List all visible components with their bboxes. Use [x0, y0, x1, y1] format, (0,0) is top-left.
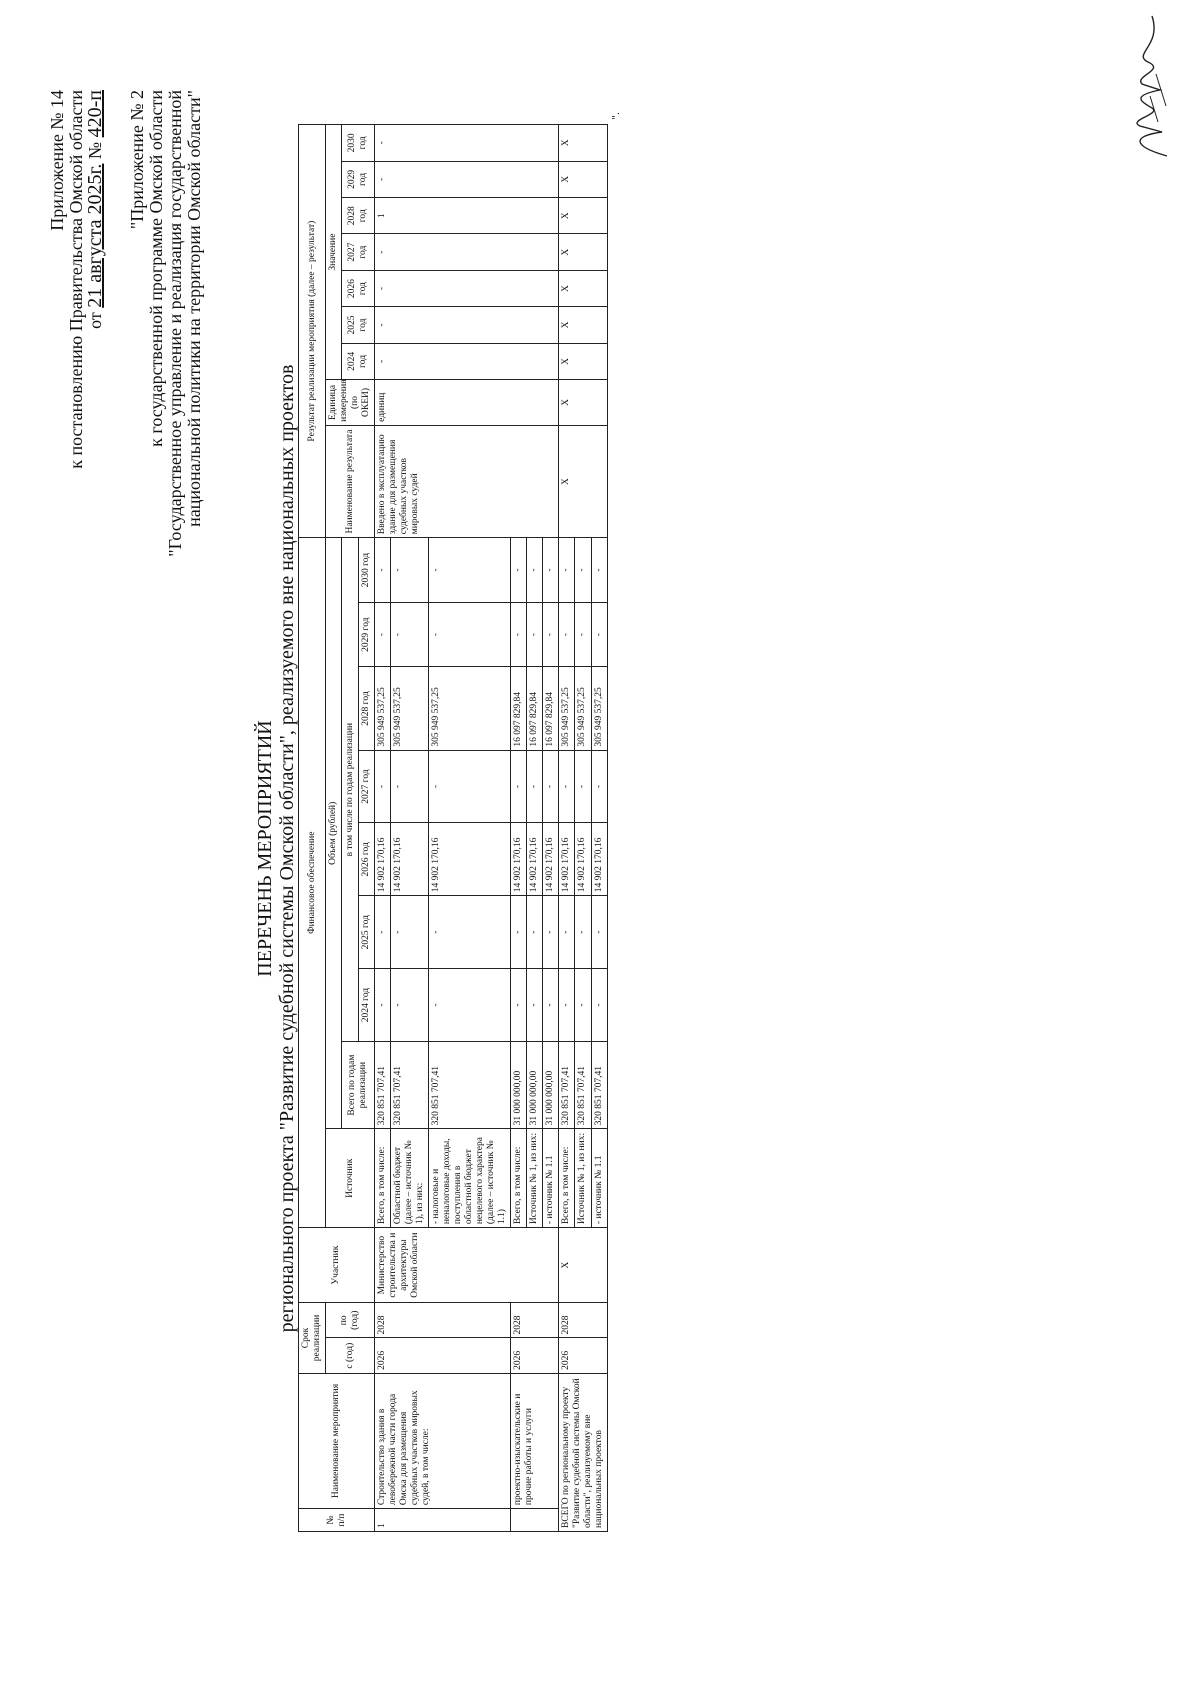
appendix2-program-name-1: "Государственное управление и реализация государственной: [165, 90, 185, 557]
fin-value: -: [391, 538, 429, 603]
fin-value: -: [543, 896, 559, 969]
header-term-from: с (год): [326, 1338, 375, 1373]
row-num: [511, 1509, 559, 1532]
fin-value: -: [429, 750, 511, 823]
fin-value: -: [429, 538, 511, 603]
fin-value: -: [527, 969, 543, 1042]
result-name: Х: [559, 425, 608, 537]
term-from: 2026: [559, 1338, 608, 1373]
term-to: 2028: [511, 1303, 559, 1338]
result-value: Х: [559, 270, 608, 306]
fin-value: -: [559, 896, 575, 969]
header-term: Срок реализации: [299, 1303, 326, 1374]
measure-name: проектно-изыскательские и прочие работы и услуги: [511, 1373, 559, 1508]
header-fin-year: 2026 год: [359, 823, 375, 896]
fin-total: 320 851 707,41: [391, 1041, 429, 1128]
fin-value: 14 902 170,16: [511, 823, 527, 896]
header-result-year: 2027 год: [342, 234, 375, 270]
header-participant: Участник: [299, 1228, 375, 1303]
fin-value: -: [575, 969, 591, 1042]
header-num: № п/п: [299, 1509, 375, 1532]
measures-table: [298, 124, 608, 1532]
fin-value: -: [391, 896, 429, 969]
header-unit: Единица измерения (по ОКЕИ): [326, 380, 375, 426]
result-value: Х: [559, 198, 608, 234]
header-volume: Объем (рублей): [326, 538, 342, 1129]
term-from: 2026: [511, 1338, 559, 1373]
handwritten-signature: [1122, 6, 1182, 166]
header-fin-year: 2024 год: [359, 969, 375, 1042]
fin-source: Областной бюджет (далее – источник № 1), из них:: [391, 1129, 429, 1228]
result-value: -: [375, 343, 559, 379]
header-result-name: Наименование результата: [326, 425, 375, 537]
fin-value: -: [559, 969, 575, 1042]
fin-total: 320 851 707,41: [375, 1041, 391, 1128]
fin-value: -: [543, 538, 559, 603]
header-name: Наименование мероприятия: [299, 1373, 375, 1508]
fin-value: 16 097 829,84: [527, 667, 543, 750]
fin-value: 14 902 170,16: [559, 823, 575, 896]
header-fin-year: 2027 год: [359, 750, 375, 823]
term-from: 2026: [375, 1338, 511, 1373]
result-unit: Х: [559, 380, 608, 426]
fin-value: -: [511, 750, 527, 823]
fin-value: -: [575, 602, 591, 667]
participant: Х: [559, 1228, 608, 1303]
appendix-resolution-block: [48, 90, 105, 469]
fin-value: -: [591, 896, 607, 969]
result-value: -: [375, 270, 559, 306]
fin-value: 305 949 537,25: [575, 667, 591, 750]
appendix-reference: к постановлению Правительства Омской области: [66, 90, 86, 469]
result-value: -: [375, 125, 559, 162]
closing-quote: ".: [611, 112, 622, 120]
appendix-date: 21 августа 2025г.: [84, 163, 106, 308]
result-value: 1: [375, 198, 559, 234]
fin-value: -: [375, 602, 391, 667]
result-unit: единиц: [375, 380, 559, 426]
fin-value: -: [391, 602, 429, 667]
fin-source: Источник № 1, из них:: [527, 1129, 543, 1228]
fin-value: 305 949 537,25: [591, 667, 607, 750]
table-row: [559, 125, 575, 1532]
fin-total: 31 000 000,00: [543, 1041, 559, 1128]
header-term-to: по (год): [326, 1303, 375, 1338]
fin-source: Всего, в том числе:: [511, 1129, 527, 1228]
appendix2-number: "Приложение № 2: [127, 90, 147, 230]
fin-value: -: [527, 538, 543, 603]
fin-total: 320 851 707,41: [559, 1041, 575, 1128]
result-value: -: [375, 234, 559, 270]
fin-value: -: [591, 750, 607, 823]
appendix2-reference: к государственной программе Омской области: [146, 90, 166, 447]
appendix-date-line: от 21 августа 2025г. № 420-п: [84, 90, 106, 329]
header-result-year: 2025 год: [342, 307, 375, 343]
result-value: Х: [559, 125, 608, 162]
fin-value: -: [375, 969, 391, 1042]
header-by-years: в том числе по годам реализации: [342, 538, 359, 1042]
fin-value: -: [391, 750, 429, 823]
result-value: -: [375, 307, 559, 343]
appendix-number: Приложение № 14: [47, 90, 67, 231]
fin-value: -: [429, 969, 511, 1042]
header-fin-year: 2029 год: [359, 602, 375, 667]
fin-value: -: [591, 969, 607, 1042]
header-value: Значение: [326, 125, 342, 380]
fin-value: -: [375, 750, 391, 823]
fin-value: 14 902 170,16: [391, 823, 429, 896]
header-result-year: 2029 год: [342, 161, 375, 197]
result-name: Введено в эксплуатацию здание для размещения судебных участков мировых судей: [375, 425, 559, 537]
fin-total: 320 851 707,41: [591, 1041, 607, 1128]
fin-value: -: [527, 896, 543, 969]
fin-value: -: [591, 602, 607, 667]
fin-value: 14 902 170,16: [375, 823, 391, 896]
fin-value: 14 902 170,16: [575, 823, 591, 896]
fin-total: 31 000 000,00: [527, 1041, 543, 1128]
result-value: Х: [559, 307, 608, 343]
header-result-year: 2024 год: [342, 343, 375, 379]
term-to: 2028: [559, 1303, 608, 1338]
fin-value: -: [375, 896, 391, 969]
header-total: Всего по годам реализации: [342, 1041, 375, 1128]
appendix-doc-number: 420-п: [84, 90, 106, 138]
fin-value: -: [391, 969, 429, 1042]
header-result-year: 2030 год: [342, 125, 375, 162]
header-result-year: 2028 год: [342, 198, 375, 234]
fin-value: 16 097 829,84: [511, 667, 527, 750]
fin-source: Источник № 1, из них:: [575, 1129, 591, 1228]
fin-value: -: [511, 602, 527, 667]
fin-value: -: [543, 969, 559, 1042]
fin-value: 305 949 537,25: [375, 667, 391, 750]
title-sub: регионального проекта "Развитие судебной системы Омской области", реализуемого вне национальных проектов: [276, 364, 298, 1333]
fin-value: -: [543, 750, 559, 823]
fin-value: -: [429, 602, 511, 667]
fin-total: 320 851 707,41: [575, 1041, 591, 1128]
fin-value: 14 902 170,16: [527, 823, 543, 896]
fin-value: 305 949 537,25: [391, 667, 429, 750]
header-source: Источник: [326, 1129, 375, 1228]
fin-value: 14 902 170,16: [543, 823, 559, 896]
fin-value: -: [511, 538, 527, 603]
fin-source: - налоговые и неналоговые доходы, поступления в областной бюджет нецелевого характера (далее – источник № 1.1): [429, 1129, 511, 1228]
fin-total: 320 851 707,41: [429, 1041, 511, 1128]
result-value: Х: [559, 161, 608, 197]
result-value: Х: [559, 234, 608, 270]
result-value: Х: [559, 343, 608, 379]
fin-value: -: [527, 602, 543, 667]
fin-value: -: [527, 750, 543, 823]
header-fin-year: 2030 год: [359, 538, 375, 603]
fin-value: -: [591, 538, 607, 603]
fin-value: -: [375, 538, 391, 603]
document-title: [254, 0, 298, 1697]
result-value: -: [375, 161, 559, 197]
appendix-program-block: [128, 90, 204, 557]
title-main: ПЕРЕЧЕНЬ МЕРОПРИЯТИЙ: [254, 720, 276, 977]
fin-value: -: [511, 969, 527, 1042]
header-fin-year: 2028 год: [359, 667, 375, 750]
fin-value: 14 902 170,16: [429, 823, 511, 896]
fin-source: Всего, в том числе:: [559, 1129, 575, 1228]
fin-value: 305 949 537,25: [429, 667, 511, 750]
row-num: 1: [375, 1509, 511, 1532]
header-result-year: 2026 год: [342, 270, 375, 306]
table-row: [375, 125, 391, 1532]
fin-value: 16 097 829,84: [543, 667, 559, 750]
fin-value: -: [559, 538, 575, 603]
header-result: Результат реализации мероприятия (далее – результат): [299, 125, 326, 538]
fin-value: 305 949 537,25: [559, 667, 575, 750]
fin-value: -: [429, 896, 511, 969]
header-fin-year: 2025 год: [359, 896, 375, 969]
fin-source: Всего, в том числе:: [375, 1129, 391, 1228]
fin-value: -: [575, 750, 591, 823]
fin-value: 14 902 170,16: [591, 823, 607, 896]
measures-table-wrapper: [298, 112, 622, 1532]
header-financing: Финансовое обеспечение: [299, 538, 326, 1228]
fin-source: - источник № 1.1: [591, 1129, 607, 1228]
fin-value: -: [511, 896, 527, 969]
fin-value: -: [559, 750, 575, 823]
fin-total: 31 000 000,00: [511, 1041, 527, 1128]
term-to: 2028: [375, 1303, 511, 1338]
fin-value: -: [543, 602, 559, 667]
measure-name: Строительство здания в левобережной части города Омска для размещения судебных участков мировых судей, в том числе:: [375, 1373, 511, 1508]
appendix2-program-name-2: национальной политики на территории Омской области": [184, 90, 204, 527]
fin-source: - источник № 1.1: [543, 1129, 559, 1228]
fin-value: -: [575, 896, 591, 969]
total-label: ВСЕГО по региональному проекту "Развитие судебной системы Омской области", реализуемому вне национальных проектов: [559, 1373, 608, 1531]
participant: Министерство строительства и архитектуры Омской области: [375, 1228, 559, 1303]
fin-value: -: [575, 538, 591, 603]
fin-value: -: [559, 602, 575, 667]
